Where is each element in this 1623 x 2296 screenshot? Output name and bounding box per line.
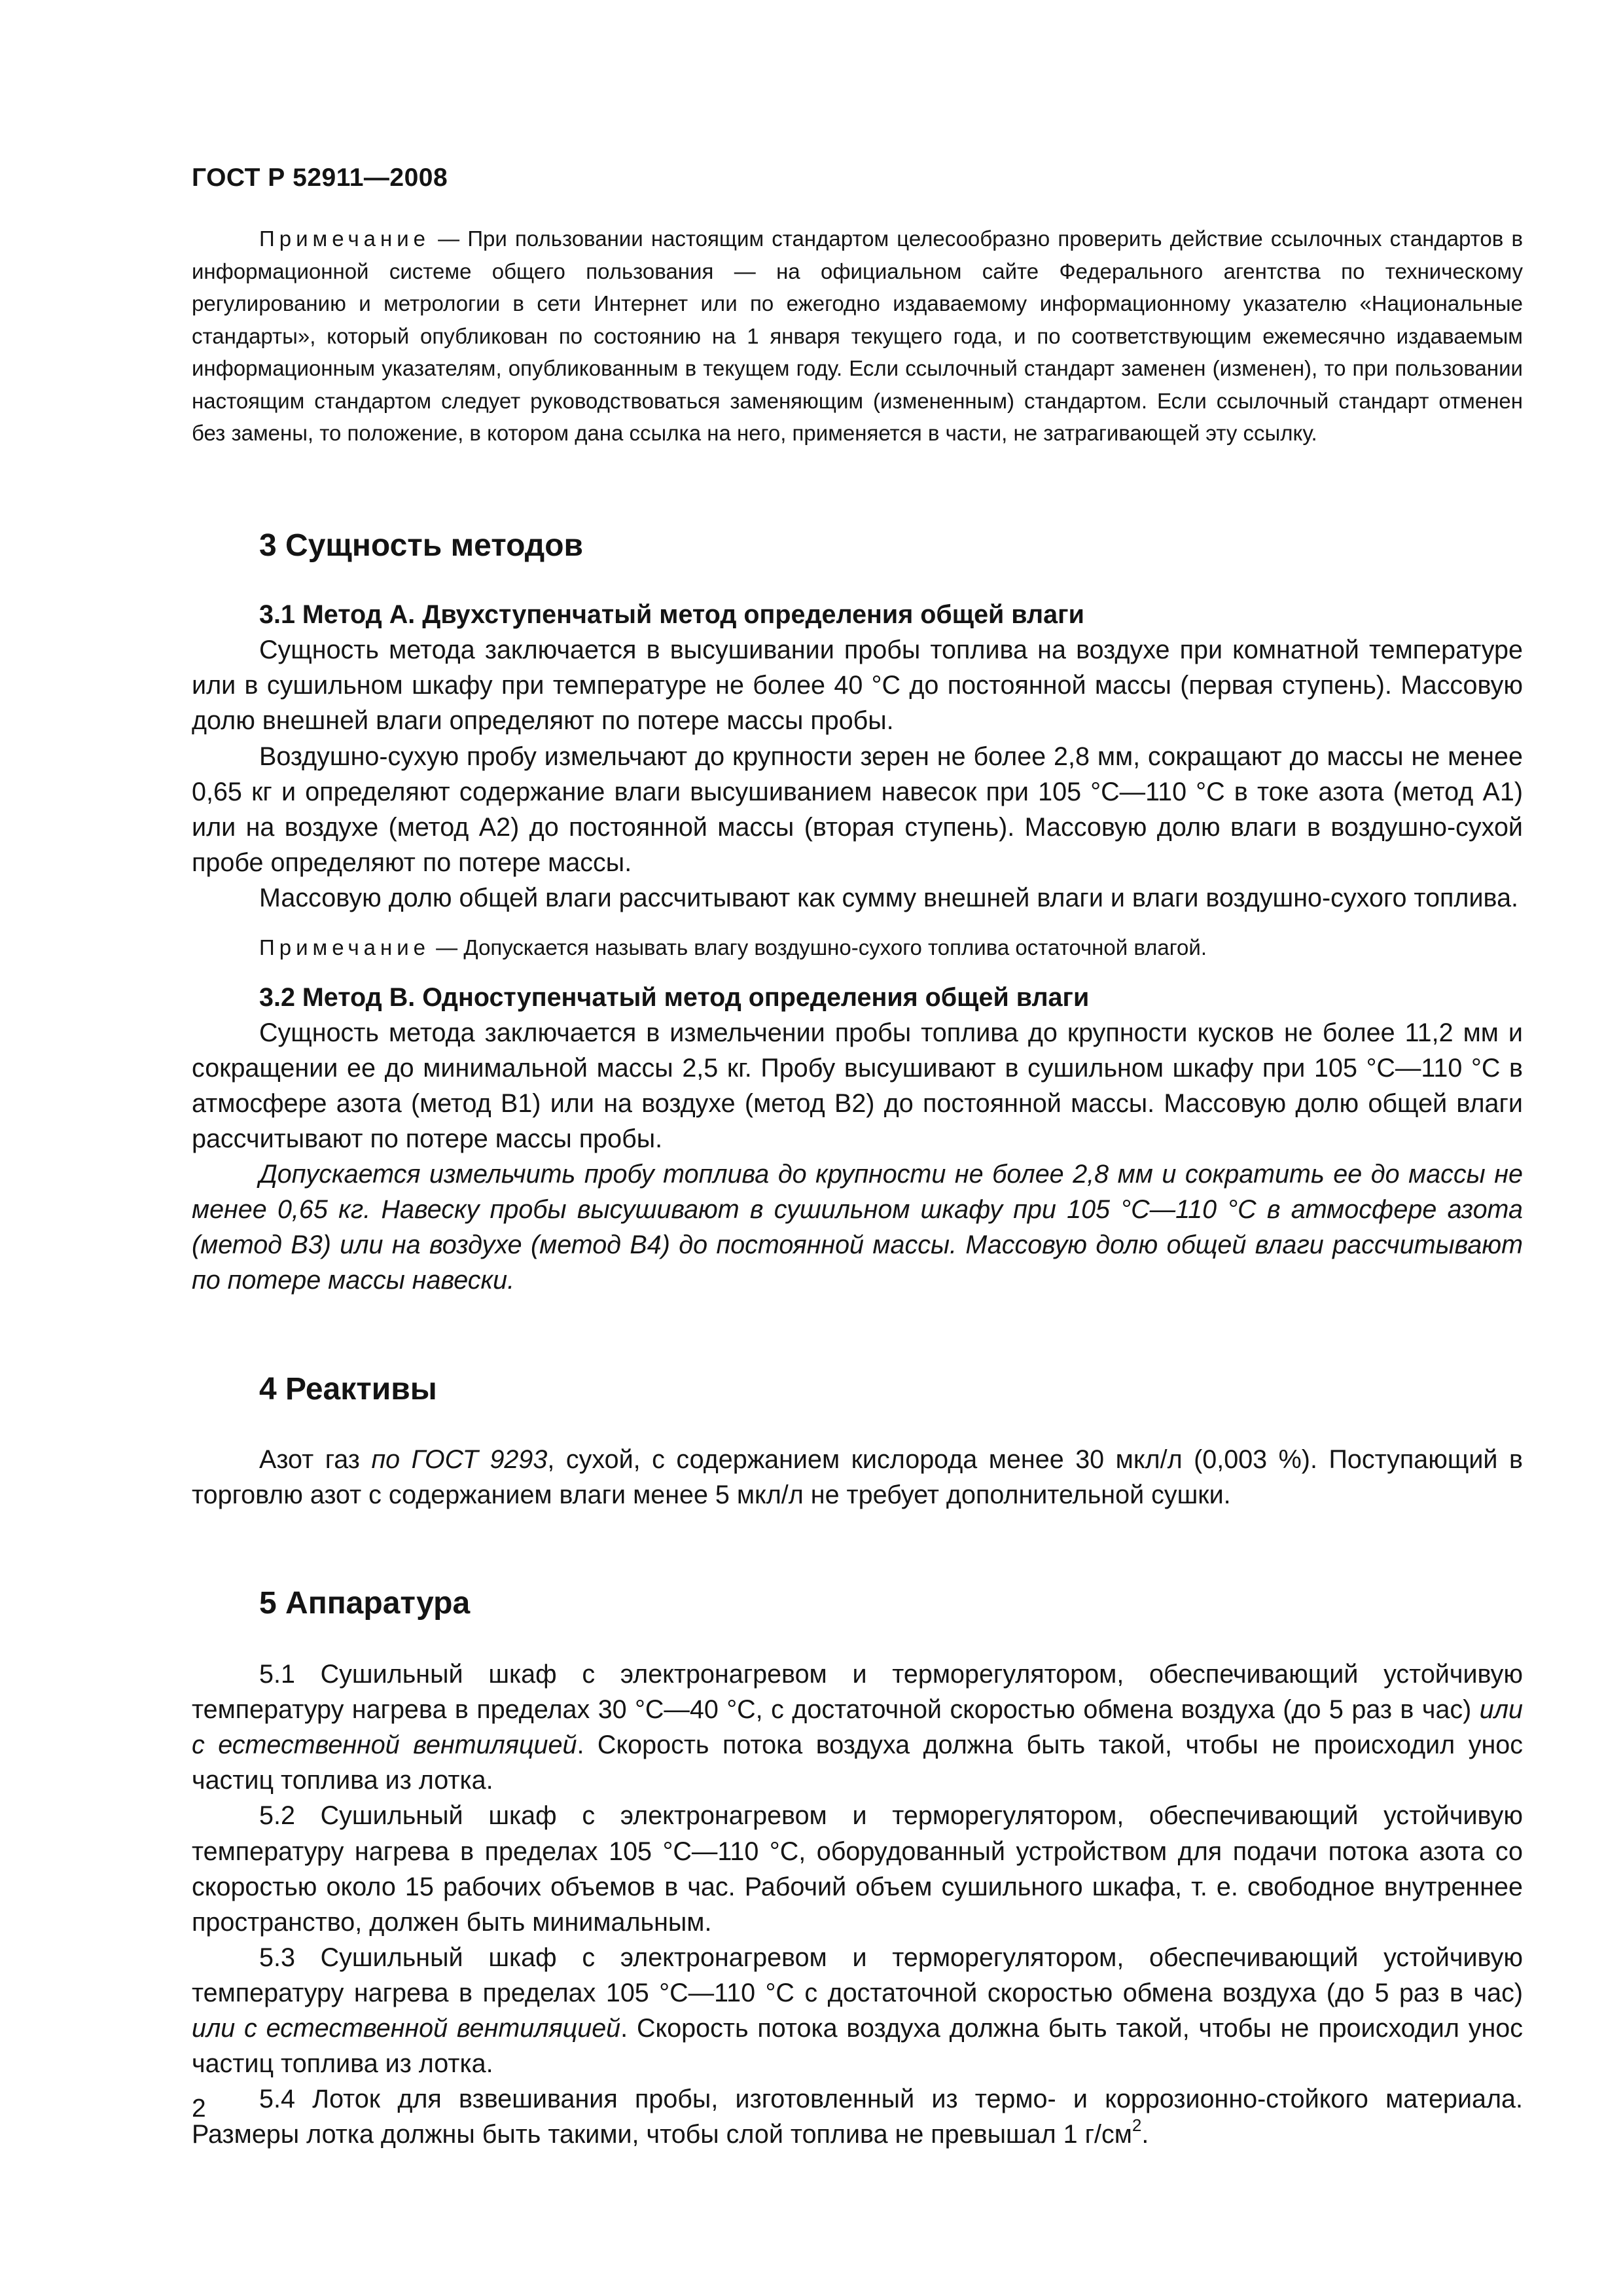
subsection-3-2-heading: 3.2 Метод В. Одноступенчатый метод определения общей влаги	[259, 982, 1090, 1012]
paragraph-5-2: 5.2 Сушильный шкаф с электронагревом и терморегулятором, обеспечивающий устойчивую температуру нагрева в пределах 105 °С—110 °С, оборудованный устройством для подачи потока азота со скоростью около 15 рабочих объемов в час. Рабочий объем сушильного шкафа, т. е. свободное внутреннее пространство, должен быть минимальным.	[192, 1801, 1523, 1937]
paragraph-5-3	[192, 1940, 1523, 2081]
page-content	[192, 223, 1523, 2153]
document-code: ГОСТ Р 52911—2008	[192, 164, 448, 192]
section-3-heading: 3 Сущность методов	[259, 528, 584, 563]
text-run: 5.4 Лоток для взвешивания пробы, изготовленный из термо- и коррозионно-стойкого материала. Размеры лотка должны быть такими, чтобы слой топлива не превышал 1 г/см	[192, 2085, 1523, 2149]
note-3-1	[192, 931, 1523, 964]
paragraph-4-1	[192, 1442, 1523, 1513]
subsection-3-1-heading: 3.1 Метод А. Двухступенчатый метод определения общей влаги	[259, 600, 1084, 630]
italic-run: или с естественной вентиляцией	[192, 2014, 621, 2043]
text-run: 5.3 Сушильный шкаф с электронагревом и терморегулятором, обеспечивающий устойчивую температуру нагрева в пределах 105 °С—110 °С с достаточной скоростью обмена воздуха (до 5 раз в час)	[192, 1943, 1523, 2007]
note-label: Примечание	[259, 226, 431, 251]
paragraph-3-1-1: Сущность метода заключается в высушивании пробы топлива на воздухе при комнатной температуре или в сушильном шкафу при температуре не более 40 °С до постоянной массы (первая ступень). Массовую долю внешней влаги определяют по потере массы пробы.	[192, 636, 1523, 736]
text-run: Азот газ	[259, 1445, 372, 1475]
note-text: — Допускается называть влагу воздушно-сухого топлива остаточной влагой.	[430, 935, 1207, 960]
reference-note	[192, 223, 1523, 450]
page-number: 2	[192, 2094, 206, 2123]
note-text: — При пользовании настоящим стандартом целесообразно проверить действие ссылочных стандартов в информационной системе общего пользования — на официальном сайте Федерального агентства по техническому регулированию и метрологии в сети Интернет или по ежегодно издаваемому информационному указателю «Национальные стандарты», который опубликован по состоянию на 1 января текущего года, и по соответствующим ежемесячно издаваемым информационным указателям, опубликованным в текущем году. Если ссылочный стандарт заменен (изменен), то при пользовании настоящим стандартом следует руководствоваться заменяющим (измененным) стандартом. Если ссылочный стандарт отменен без замены, то положение, в котором дана ссылка на него, применяется в части, не затрагивающей эту ссылку.	[192, 226, 1523, 445]
paragraph-3-2-1: Сущность метода заключается в измельчении пробы топлива до крупности кусков не более 11,2 мм и сокращении ее до минимальной массы 2,5 кг. Пробу высушивают в сушильном шкафу при 105 °С—110 °С в атмосфере азота (метод В1) или на воздухе (метод В2) до постоянной массы. Массовую долю общей влаги рассчитывают по потере массы пробы.	[192, 1018, 1523, 1154]
paragraph-3-2-2: Допускается измельчить пробу топлива до крупности не более 2,8 мм и сократить ее до массы не менее 0,65 кг. Навеску пробы высушивают в сушильном шкафу при 105 °С—110 °С в атмосфере азота (метод В3) или на воздухе (метод В4) до постоянной массы. Массовую долю общей влаги рассчитывают по потере массы навески.	[192, 1160, 1523, 1295]
text-run: , сухой, с содержанием кислорода менее 30 мкл/л (0,003 %). Поступающий в торговлю азот с содержанием влаги менее 5 мкл/л не требует дополнительной сушки.	[192, 1445, 1523, 1510]
text-run: .	[1141, 2120, 1149, 2149]
paragraph-3-1-3: Массовую долю общей влаги рассчитывают как сумму внешней влаги и влаги воздушно-сухого топлива.	[259, 883, 1519, 912]
section-4-heading: 4 Реактивы	[259, 1371, 437, 1407]
paragraph-5-1	[192, 1657, 1523, 1798]
note-label: Примечание	[259, 935, 431, 960]
text-run: . Скорость потока воздуха должна быть такой, чтобы не происходил унос частиц топлива из лотка.	[192, 2014, 1524, 2079]
text-run: . Скорость потока воздуха должна быть такой, чтобы не происходил унос частиц топлива из лотка.	[192, 1731, 1524, 1795]
section-5-heading: 5 Аппаратура	[259, 1586, 471, 1621]
italic-run: или с естественной вентиляцией	[192, 1695, 1523, 1760]
superscript: 2	[1132, 2115, 1142, 2136]
paragraph-5-4	[192, 2081, 1523, 2152]
text-run: 5.1 Сушильный шкаф с электронагревом и терморегулятором, обеспечивающий устойчивую температуру нагрева в пределах 30 °С—40 °С, с достаточной скоростью обмена воздуха (до 5 раз в час)	[192, 1659, 1523, 1725]
paragraph-3-1-2: Воздушно-сухую пробу измельчают до крупности зерен не более 2,8 мм, сокращают до массы не менее 0,65 кг и определяют содержание влаги высушиванием навесок при 105 °С—110 °С в токе азота (метод А1) или на воздухе (метод А2) до постоянной массы (вторая ступень). Массовую долю влаги в воздушно-сухой пробе определяют по потере массы.	[192, 742, 1523, 877]
gost-reference: по ГОСТ 9293	[371, 1445, 548, 1475]
